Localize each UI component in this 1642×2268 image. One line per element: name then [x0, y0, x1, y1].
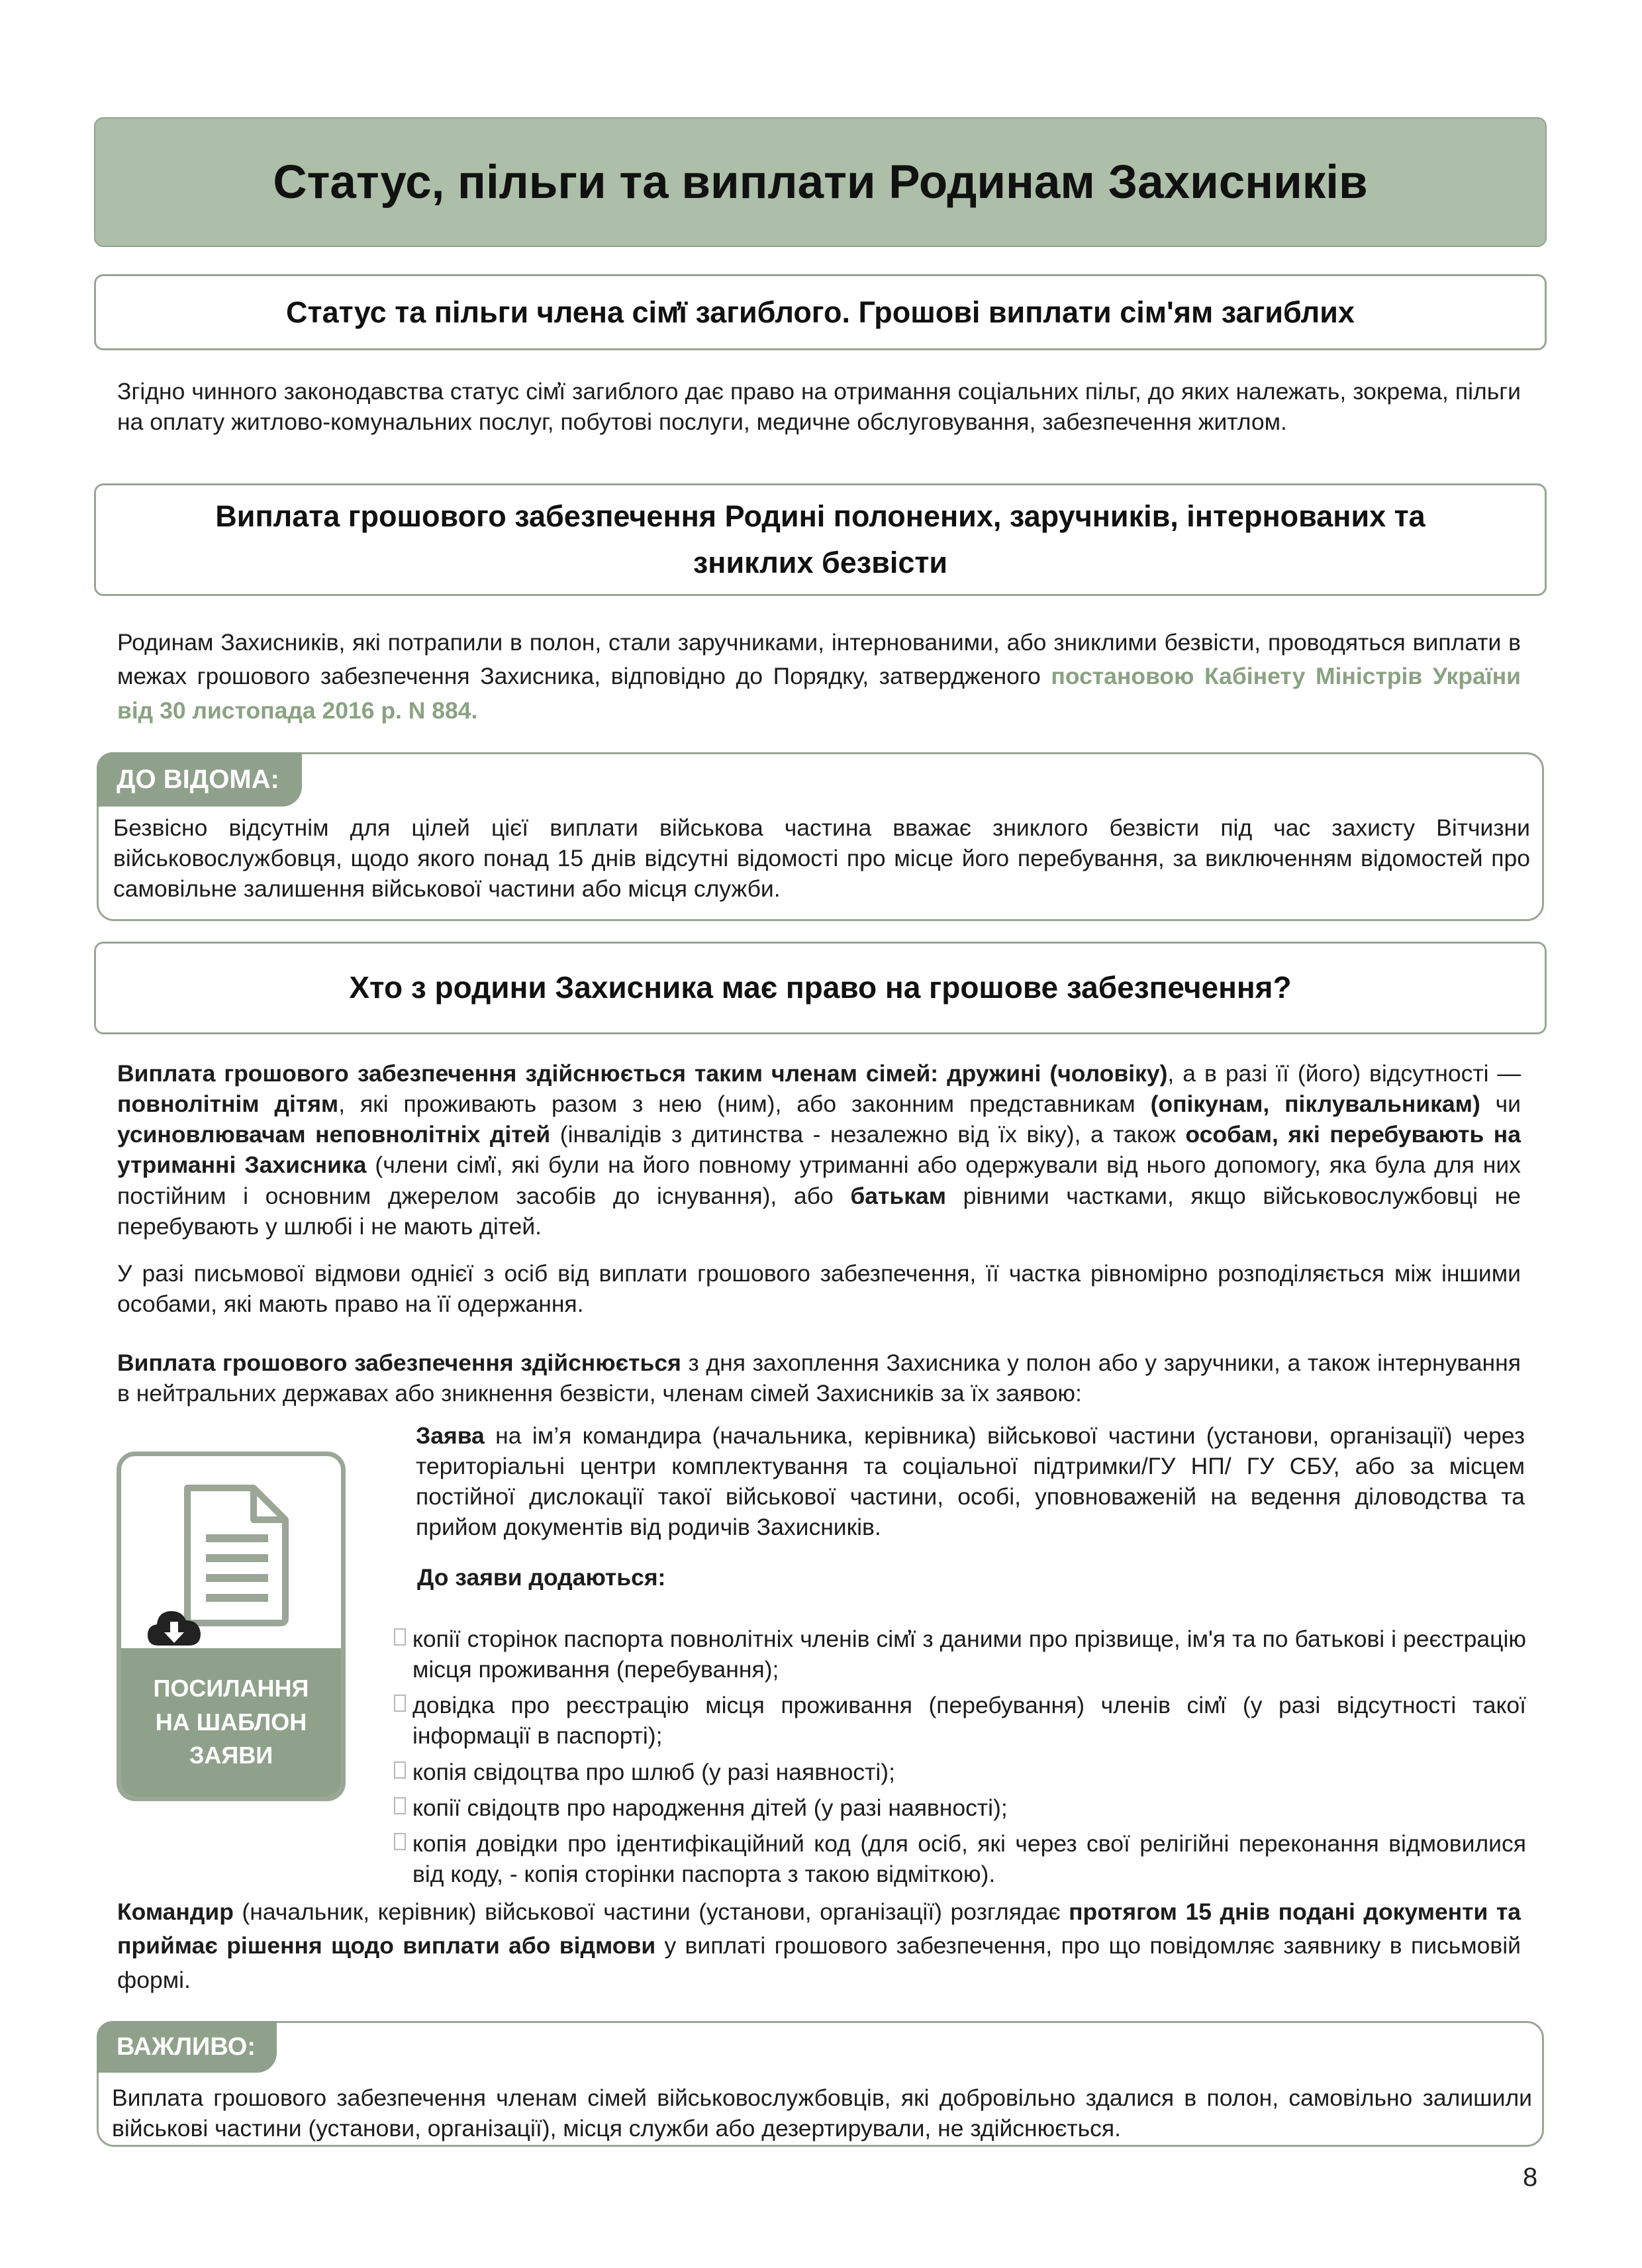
note-info-text: Безвісно відсутнім для цілей цієї виплати військова частина вважає зниклого безвісти під час захисту Вітчизни військовослужбовця, щодо якого понад 15 днів відсутні відомості про місце його перебування, за виключенням відомостей про самовільне залишення військової частини або місця служби.	[113, 814, 1530, 903]
list-item	[394, 1757, 1526, 1787]
eligibility-paragraph	[117, 1058, 1521, 1242]
section-heading-payment-line2: зниклих безвісти	[693, 546, 948, 579]
commander-paragraph	[117, 1895, 1521, 1997]
attachment-item-5: копія довідки про ідентифікаційний код (для осіб, які через свої релігійні переконання відмовилися від коду, - копія сторінки паспорта з такою відміткою).	[412, 1830, 1526, 1887]
refusal-paragraph	[117, 1258, 1521, 1319]
note-important-text: Виплата грошового забезпечення членам сімей військовослужбовців, які добровільно здалися в полон, самовільно залишили військові частини (установи, організації), місця служби або дезертирували, не здійснюється.	[112, 2085, 1532, 2142]
eligibility-b4: усиновлювачам неповнолітніх дітей	[117, 1121, 551, 1148]
application-paragraph	[416, 1420, 1525, 1543]
list-item	[394, 1828, 1526, 1889]
page-number: 8	[1523, 2163, 1538, 2192]
section-heading-status	[94, 274, 1547, 350]
note-info-box	[97, 752, 1544, 921]
eligibility-b5: особам, які перебувають на утриманні Захисника	[117, 1121, 1521, 1179]
resolution-link[interactable]: постановою Кабінету Міністрів України від 30 листопада 2016 р. N 884.	[117, 663, 1521, 724]
list-item	[394, 1793, 1526, 1823]
bullet-icon	[394, 1797, 406, 1814]
eligibility-b6: батькам	[850, 1182, 947, 1209]
status-paragraph	[117, 376, 1521, 437]
payment-paragraph	[117, 626, 1521, 728]
application-template-link-label[interactable]	[121, 1648, 341, 1797]
attachment-item-1: копії сторінок паспорта повнолітніх членів сім̓ї з даними про прізвище, ім'я та по батькові і реєстрацію місця проживання (перебування);	[412, 1626, 1526, 1683]
bullet-icon	[394, 1833, 406, 1850]
application-template-link-card[interactable]	[117, 1452, 346, 1801]
eligibility-b2: повнолітнім дітям	[117, 1091, 339, 1118]
attachments-heading: До заяви додаються:	[417, 1564, 666, 1591]
document-icon	[174, 1483, 297, 1628]
section-heading-eligibility	[94, 942, 1547, 1034]
eligibility-t1: , а в разі її (його) відсутності —	[1167, 1060, 1521, 1087]
status-paragraph-text: Згідно чинного законодавства статус сім̓ї загиблого дає право на отримання соціальних пільг, до яких належать, зокрема, пільги на оплату житлово-комунальних послуг, побутові послуги, медичне обслуговування, забезпечення житлом.	[117, 378, 1521, 436]
attachments-list	[394, 1624, 1526, 1889]
attachment-item-3: копія свідоцтва про шлюб (у разі наявності);	[412, 1758, 895, 1785]
payment-start-paragraph	[117, 1348, 1521, 1408]
refusal-paragraph-text: У разі письмової відмови однієї з осіб від виплати грошового забезпечення, її частка рівномірно розподіляється між іншими особами, які мають право на її одержання.	[117, 1260, 1521, 1318]
eligibility-b1: Виплата грошового забезпечення здійснюється таким членам сімей: дружині (чоловіку)	[117, 1060, 1168, 1087]
application-text: на ім’я командира (начальника, керівника) військової частини (установи, організації) через територіальні центри комплектування та соціальної підтримки/ГУ НП/ ГУ СБУ, або за місцем постійної дислокації такої військової частини, особі, уповноваженій на ведення діловодства та прийом документів від родичів Захисників.	[416, 1422, 1525, 1541]
commander-bold-1: Командир	[117, 1898, 234, 1925]
note-info-label	[97, 752, 302, 807]
application-template-link-text[interactable]: ПОСИЛАННЯ НА ШАБЛОН ЗАЯВИ	[153, 1675, 309, 1769]
attachment-item-2: довідка про реєстрацію місця проживання (перебування) членів сім̓ї (у разі відсутності такої інформації в паспорті);	[412, 1692, 1526, 1750]
eligibility-t2: , які проживають разом з нею (ним), або законним представникам	[338, 1091, 1151, 1118]
commander-text-2: у виплаті грошового забезпечення, про що повідомляє заявнику в письмовій формі.	[117, 1932, 1521, 1993]
commander-bold-2: протягом 15 днів подані документи та приймає рішення щодо виплати або відмови	[117, 1898, 1521, 1959]
payment-start-bold: Виплата грошового забезпечення здійснюється	[117, 1350, 681, 1376]
eligibility-t6: рівними частками, якщо військовослужбовці не перебувають у шлюбі і не мають дітей.	[117, 1182, 1521, 1240]
page-title	[94, 117, 1547, 247]
application-bold: Заява	[416, 1422, 485, 1449]
eligibility-t3: чи	[1480, 1091, 1521, 1118]
note-important-label-text: ВАЖЛИВО:	[117, 2032, 256, 2061]
cloud-download-icon	[146, 1607, 202, 1651]
attachment-item-4: копії свідоцтв про народження дітей (у разі наявності);	[412, 1794, 1008, 1821]
bullet-icon	[394, 1695, 406, 1712]
bullet-icon	[394, 1761, 406, 1779]
page-title-text: Статус, пільги та виплати Родинам Захисників	[273, 156, 1368, 209]
note-important-label	[97, 2021, 277, 2073]
list-item	[394, 1690, 1526, 1751]
bullet-icon	[394, 1628, 406, 1646]
note-important-box	[97, 2021, 1544, 2147]
section-heading-eligibility-text: Хто з родини Захисника має право на грошове забезпечення?	[349, 970, 1292, 1005]
payment-start-text: з дня захоплення Захисника у полон або у заручники, а також інтернування в нейтральних державах або зникнення безвісти, членам сімей Захисників за їх заявою:	[117, 1350, 1521, 1407]
note-info-label-text: ДО ВІДОМА:	[117, 764, 279, 794]
eligibility-b3: (опікунам, піклувальникам)	[1150, 1091, 1480, 1118]
list-item	[394, 1624, 1526, 1685]
payment-paragraph-text: Родинам Захисників, які потрапили в полон, стали заручниками, інтернованими, або зниклими безвісти, проводяться виплати в межах грошового забезпечення Захисника, відповідно до Порядку, затвердженого	[117, 629, 1521, 690]
section-heading-payment	[94, 483, 1547, 596]
eligibility-t4: (інвалідів з дитинства - незалежно від їх віку), а також	[550, 1121, 1186, 1148]
section-heading-status-text: Статус та пільги члена сім̓ї загиблого. Грошові виплати сім'ям загиблих	[286, 295, 1355, 329]
section-heading-payment-line1: Виплата грошового забезпечення Родині полонених, заручників, інтернованих та	[215, 499, 1425, 534]
eligibility-t5: (члени сім̓ї, які були на його повному утриманні або одержували від нього допомогу, яка була для них постійним і основним джерелом засобів до існування), або	[117, 1152, 1521, 1209]
commander-text-1: (начальник, керівник) військової частини (установи, організації) розглядає	[233, 1898, 1069, 1925]
